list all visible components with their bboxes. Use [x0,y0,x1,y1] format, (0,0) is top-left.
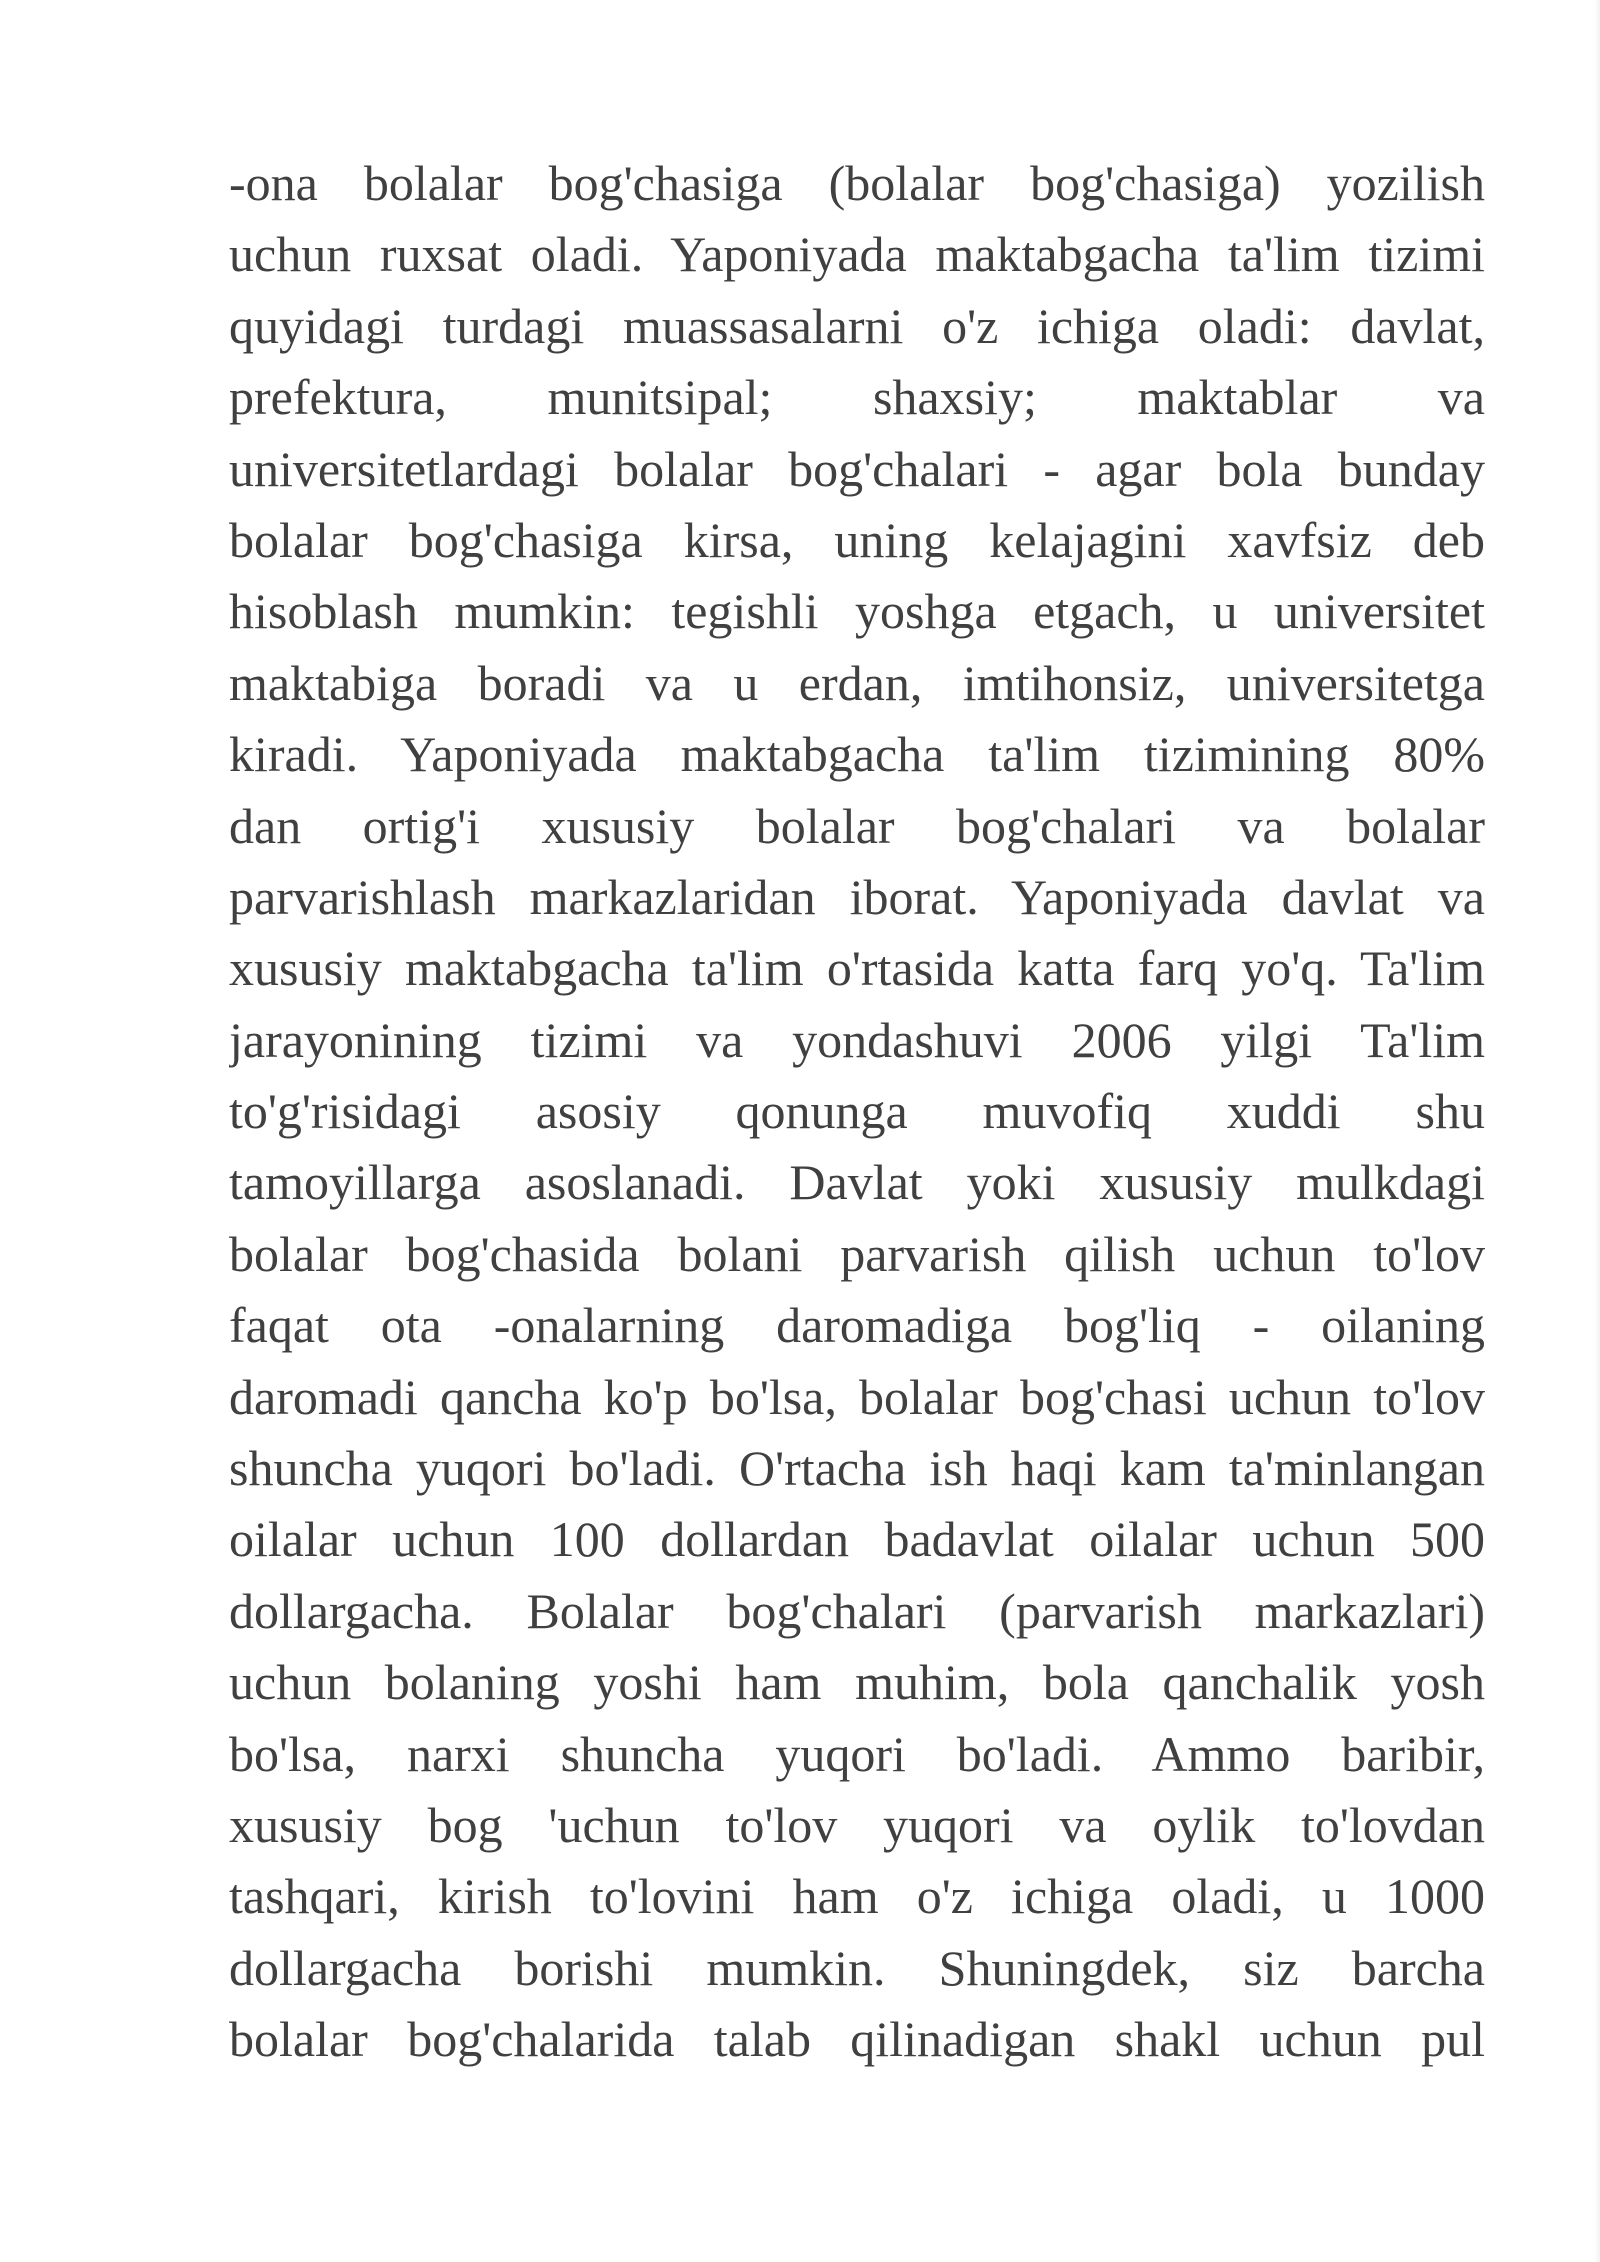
text-line: dollargacha. Bolalar bog'chalari (parvarish markazlari) [229,1582,1485,1639]
text-line: parvarishlash markazlaridan iborat. Yaponiyada davlat va [229,868,1485,925]
text-line: bo'lsa, narxi shuncha yuqori bo'ladi. Ammo baribir, [229,1725,1485,1782]
text-line: uchun ruxsat oladi. Yaponiyada maktabgacha ta'lim tizimi [229,226,1485,283]
text-line: hisoblash mumkin: tegishli yoshga etgach, u universitet [229,583,1485,640]
body-text [229,148,1485,2076]
text-line: to'g'risidagi asosiy qonunga muvofiq xuddi shu [229,1083,1485,1140]
text-line: dollargacha borishi mumkin. Shuningdek, siz barcha [229,1939,1485,1996]
text-line: universitetlardagi bolalar bog'chalari - agar bola bunday [229,440,1485,497]
text-line: faqat ota -onalarning daromadiga bog'liq - oilaning [229,1297,1485,1354]
text-line: tamoyillarga asoslanadi. Davlat yoki xususiy mulkdagi [229,1154,1485,1211]
page-edge-shadow [1594,0,1600,2262]
text-line: maktabiga boradi va u erdan, imtihonsiz, universitetga [229,654,1485,711]
text-line: xususiy maktabgacha ta'lim o'rtasida katta farq yo'q. Ta'lim [229,940,1485,997]
text-line: jarayonining tizimi va yondashuvi 2006 yilgi Ta'lim [229,1011,1485,1068]
text-line: oilalar uchun 100 dollardan badavlat oilalar uchun 500 [229,1511,1485,1568]
text-line: uchun bolaning yoshi ham muhim, bola qanchalik yosh [229,1654,1485,1711]
text-line: daromadi qancha ko'p bo'lsa, bolalar bog'chasi uchun to'lov [229,1368,1485,1425]
text-line: bolalar bog'chalarida talab qilinadigan shakl uchun pul [229,2011,1485,2068]
text-line: dan ortig'i xususiy bolalar bog'chalari va bolalar [229,797,1485,854]
text-line: bolalar bog'chasiga kirsa, uning kelajagini xavfsiz deb [229,511,1485,568]
text-line: shuncha yuqori bo'ladi. O'rtacha ish haqi kam ta'minlangan [229,1440,1485,1497]
text-line: quyidagi turdagi muassasalarni o'z ichiga oladi: davlat, [229,297,1485,354]
text-line: tashqari, kirish to'lovini ham o'z ichiga oladi, u 1000 [229,1868,1485,1925]
text-line: prefektura, munitsipal; shaxsiy; maktablar va [229,369,1485,426]
text-line: -ona bolalar bog'chasiga (bolalar bog'chasiga) yozilish [229,155,1485,211]
text-line: kiradi. Yaponiyada maktabgacha ta'lim tizimining 80% [229,726,1485,783]
text-line: bolalar bog'chasida bolani parvarish qilish uchun to'lov [229,1225,1485,1282]
text-line: xususiy bog 'uchun to'lov yuqori va oylik to'lovdan [229,1796,1485,1853]
